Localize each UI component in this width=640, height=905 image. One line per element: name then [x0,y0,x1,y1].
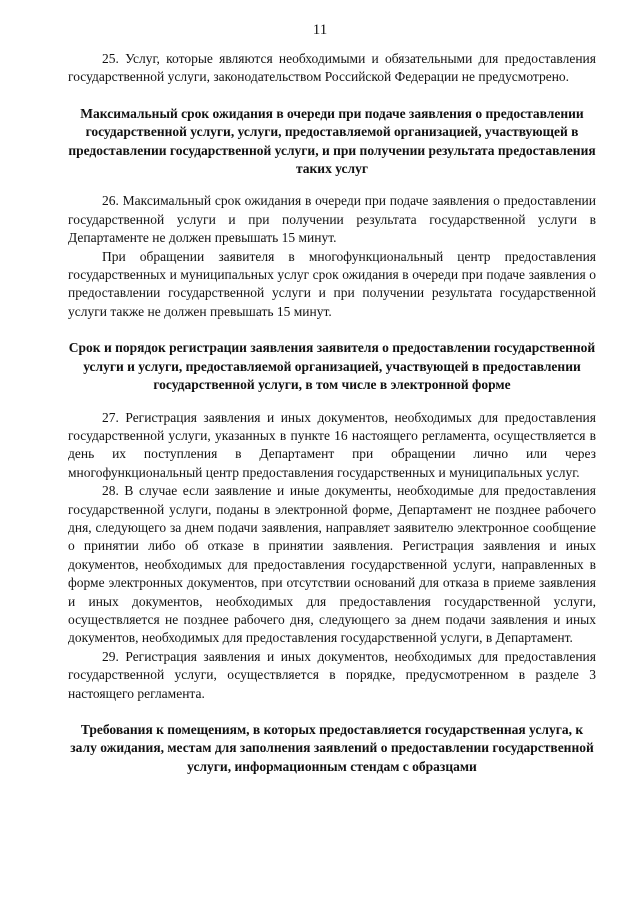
paragraph-29: 29. Регистрация заявления и иных документов, необходимых для предоставления государственной услуги, осуществляется в порядке, предусмотренном в разделе 3 настоящего регламента. [68,648,596,701]
paragraph-28: 28. В случае если заявление и иные документы, необходимые для предоставления государственной услуги, поданы в электронной форме, Департамент не позднее рабочего дня, следующего за днем подачи заявления, направляет заявителю электронное сообщение о принятии либо об отказе в принятии заявления. Регистрация заявления и иных документов, необходимых для предоставления государственной услуги, направленных в форме электронных документов, при отсутствии оснований для отказа в приеме заявления и иных документов, необходимых для предоставления государственной услуги, осуществляется не позднее рабочего дня, следующего за днем подачи заявления и иных документов, необходимых для предоставления государственной услуги, в Департамент. [68,483,596,646]
page-number: 11 [312,22,328,38]
section-heading-queue-time: Максимальный срок ожидания в очереди при подаче заявления о предоставлении государственной услуги, услуги, предоставляемой организацией, участвующей в предоставлении государственной услуги, и при получении результата предоставления таких услуг [68,105,596,177]
paragraph-26-continued: При обращении заявителя в многофункциональный центр предоставления государственных и муниципальных услуг срок ожидания в очереди при подаче заявления о предоставлении государственной услуги и при получении результата государственной услуги также не должен превышать 15 минут. [68,248,596,319]
paragraph-25: 25. Услуг, которые являются необходимыми и обязательными для предоставления государственной услуги, законодательством Российской Федерации не предусмотрено. [68,51,596,85]
document-body [68,50,596,776]
paragraph-26: 26. Максимальный срок ожидания в очереди при подаче заявления о предоставлении государственной услуги и при получении результата государственной услуги в Департаменте не должен превышать 15 минут. [68,193,596,246]
section-heading-premises: Требования к помещениям, в которых предоставляется государственная услуга, к залу ожидания, местам для заполнения заявлений о предоставлении государственной услуги, информационным стендам с образцами [70,722,594,774]
paragraph-27: 27. Регистрация заявления и иных документов, необходимых для предоставления государственной услуги, указанных в пункте 16 настоящего регламента, осуществляется в день их поступления в Департамент при обращении лично или через многофункциональный центр предоставления государственных и муниципальных услуг. [68,409,596,480]
section-heading-registration: Срок и порядок регистрации заявления заявителя о предоставлении государственной услуги и услуги, предоставляемой организацией, участвующей в предоставлении государственной услуги, в том числе в электронной форме [68,340,596,393]
